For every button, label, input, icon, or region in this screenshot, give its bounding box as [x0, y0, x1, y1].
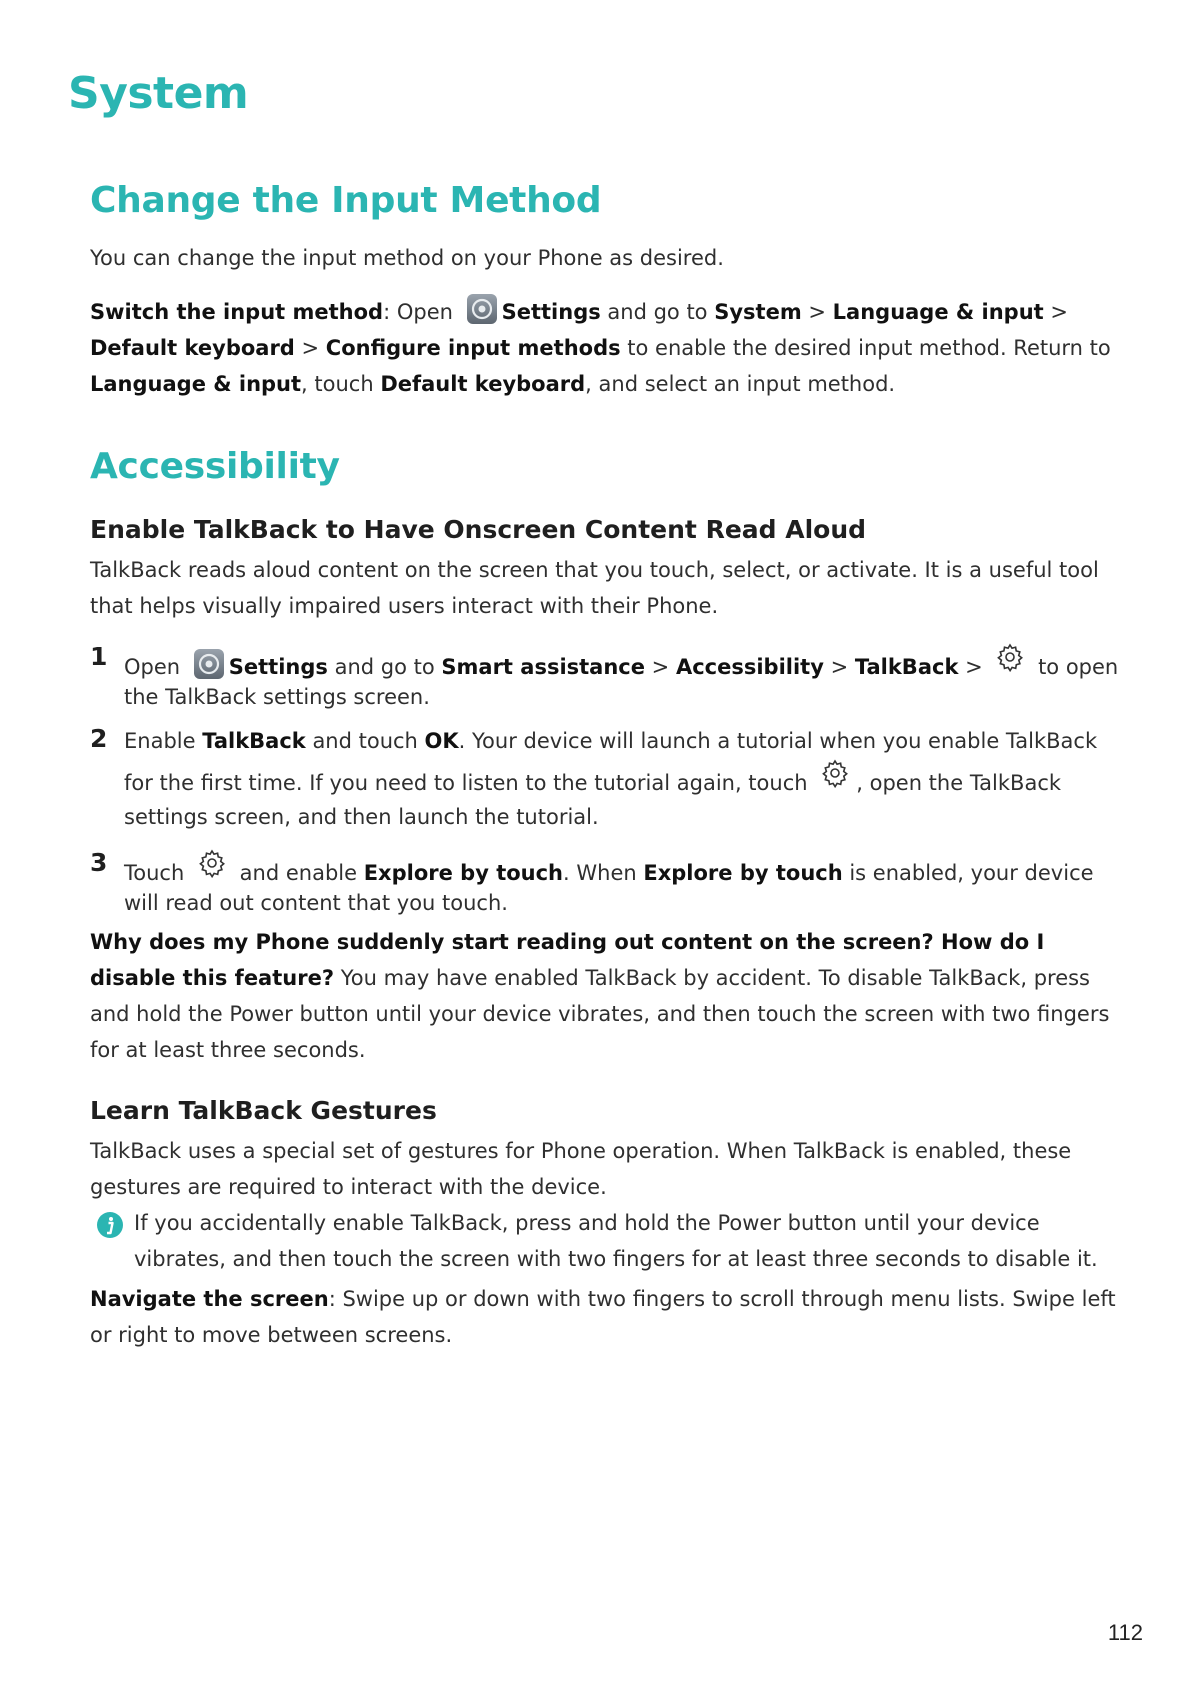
path-default-keyboard: Default keyboard [90, 336, 295, 360]
path-sep: > [294, 336, 326, 360]
note-box [90, 1205, 1130, 1277]
text-and-enable: and enable [239, 861, 364, 885]
settings-app-icon [193, 648, 225, 680]
talkback-intro: TalkBack reads aloud content on the screen that you touch, select, or activate. It is a useful tool that helps visually impaired users interact with their Phone. [90, 558, 1099, 618]
step-3-text [124, 848, 1130, 918]
navigate-text: : Swipe up or down with two fingers to scroll through menu lists. Swipe left or right to move between screens. [90, 1287, 1116, 1347]
text-touch: , touch [301, 372, 381, 396]
text-open: : Open [383, 300, 453, 324]
step-1 [90, 642, 1130, 712]
change-input-intro: You can change the input method on your Phone as desired. [90, 246, 724, 270]
path-language-input-2: Language & input [90, 372, 302, 396]
path-sep: > [823, 655, 855, 679]
settings-label: Settings [501, 300, 601, 324]
text-go-to: and go to [600, 300, 715, 324]
step-3-rest: is enabled, your device will read out content that you touch. [124, 861, 1094, 915]
text-enable: to enable the desired input method. Return to [620, 336, 1111, 360]
explore-by-touch-label: Explore by touch [363, 861, 564, 885]
talkback-heading: Enable TalkBack to Have Onscreen Content Read Aloud [90, 515, 867, 544]
path-language-input: Language & input [832, 300, 1044, 324]
step-number: 1 [90, 642, 108, 671]
text-touch: Touch [124, 861, 185, 885]
section-title-change-input: Change the Input Method [90, 180, 602, 221]
info-icon [96, 1211, 124, 1239]
section-title-accessibility: Accessibility [90, 446, 340, 487]
step-2-text-1: . Your device will launch a tutorial when you enable TalkBack for the first time. If you need to listen to the tutorial again, touch [124, 729, 1098, 795]
chapter-title: System [68, 68, 249, 119]
text-when: . When [563, 861, 644, 885]
text-go-to: and go to [327, 655, 442, 679]
gear-icon [820, 758, 850, 788]
path-system: System [714, 300, 802, 324]
text-enable: Enable [124, 729, 203, 753]
note-text: If you accidentally enable TalkBack, press and hold the Power button until your device vibrates, and then touch the screen with two fingers for at least three seconds to disable it. [134, 1211, 1098, 1271]
step-2-text-2: , open the TalkBack settings screen, and then launch the tutorial. [124, 771, 1062, 829]
path-smart-assistance: Smart assistance [441, 655, 645, 679]
path-accessibility: Accessibility [675, 655, 824, 679]
path-sep: > [645, 655, 676, 679]
path-default-keyboard-2: Default keyboard [380, 372, 586, 396]
ok-label: OK [424, 729, 459, 753]
faq-paragraph [90, 924, 1130, 1068]
step-1-text [124, 642, 1130, 712]
settings-label: Settings [228, 655, 328, 679]
path-sep: > [801, 300, 833, 324]
explore-by-touch-label-2: Explore by touch [643, 861, 843, 885]
step-number: 3 [90, 848, 108, 877]
gear-icon [197, 848, 227, 878]
faq-answer: You may have enabled TalkBack by accident. To disable TalkBack, press and hold the Power button until your device vibrates, and then touch the screen with two fingers for at least three seconds. [90, 966, 1110, 1062]
step-number: 2 [90, 724, 108, 753]
gestures-intro: TalkBack uses a special set of gestures for Phone operation. When TalkBack is enabled, these gestures are required to interact with the device. [90, 1139, 1072, 1199]
step-2 [90, 724, 1130, 834]
step-3 [90, 848, 1130, 918]
navigate-paragraph [90, 1281, 1130, 1353]
text-select: , and select an input method. [585, 372, 896, 396]
talkback-label: TalkBack [202, 729, 306, 753]
text-and-touch: and touch [305, 729, 425, 753]
navigate-label: Navigate the screen [90, 1287, 329, 1311]
gear-icon [995, 642, 1025, 672]
gestures-heading: Learn TalkBack Gestures [90, 1096, 437, 1125]
settings-app-icon [466, 293, 498, 325]
step-1-rest: to open the TalkBack settings screen. [124, 655, 1119, 709]
path-configure-input: Configure input methods [325, 336, 621, 360]
page-content [90, 180, 1130, 1353]
path-talkback: TalkBack [854, 655, 959, 679]
faq-question: Why does my Phone suddenly start reading out content on the screen? How do I disable this feature? [90, 930, 1045, 990]
switch-input-paragraph [90, 293, 1130, 402]
page-number: 112 [1107, 1620, 1143, 1645]
step-2-text [124, 724, 1130, 834]
path-sep: > [1043, 300, 1068, 324]
text-open: Open [124, 655, 181, 679]
path-sep: > [958, 655, 983, 679]
switch-input-label: Switch the input method [90, 300, 384, 324]
